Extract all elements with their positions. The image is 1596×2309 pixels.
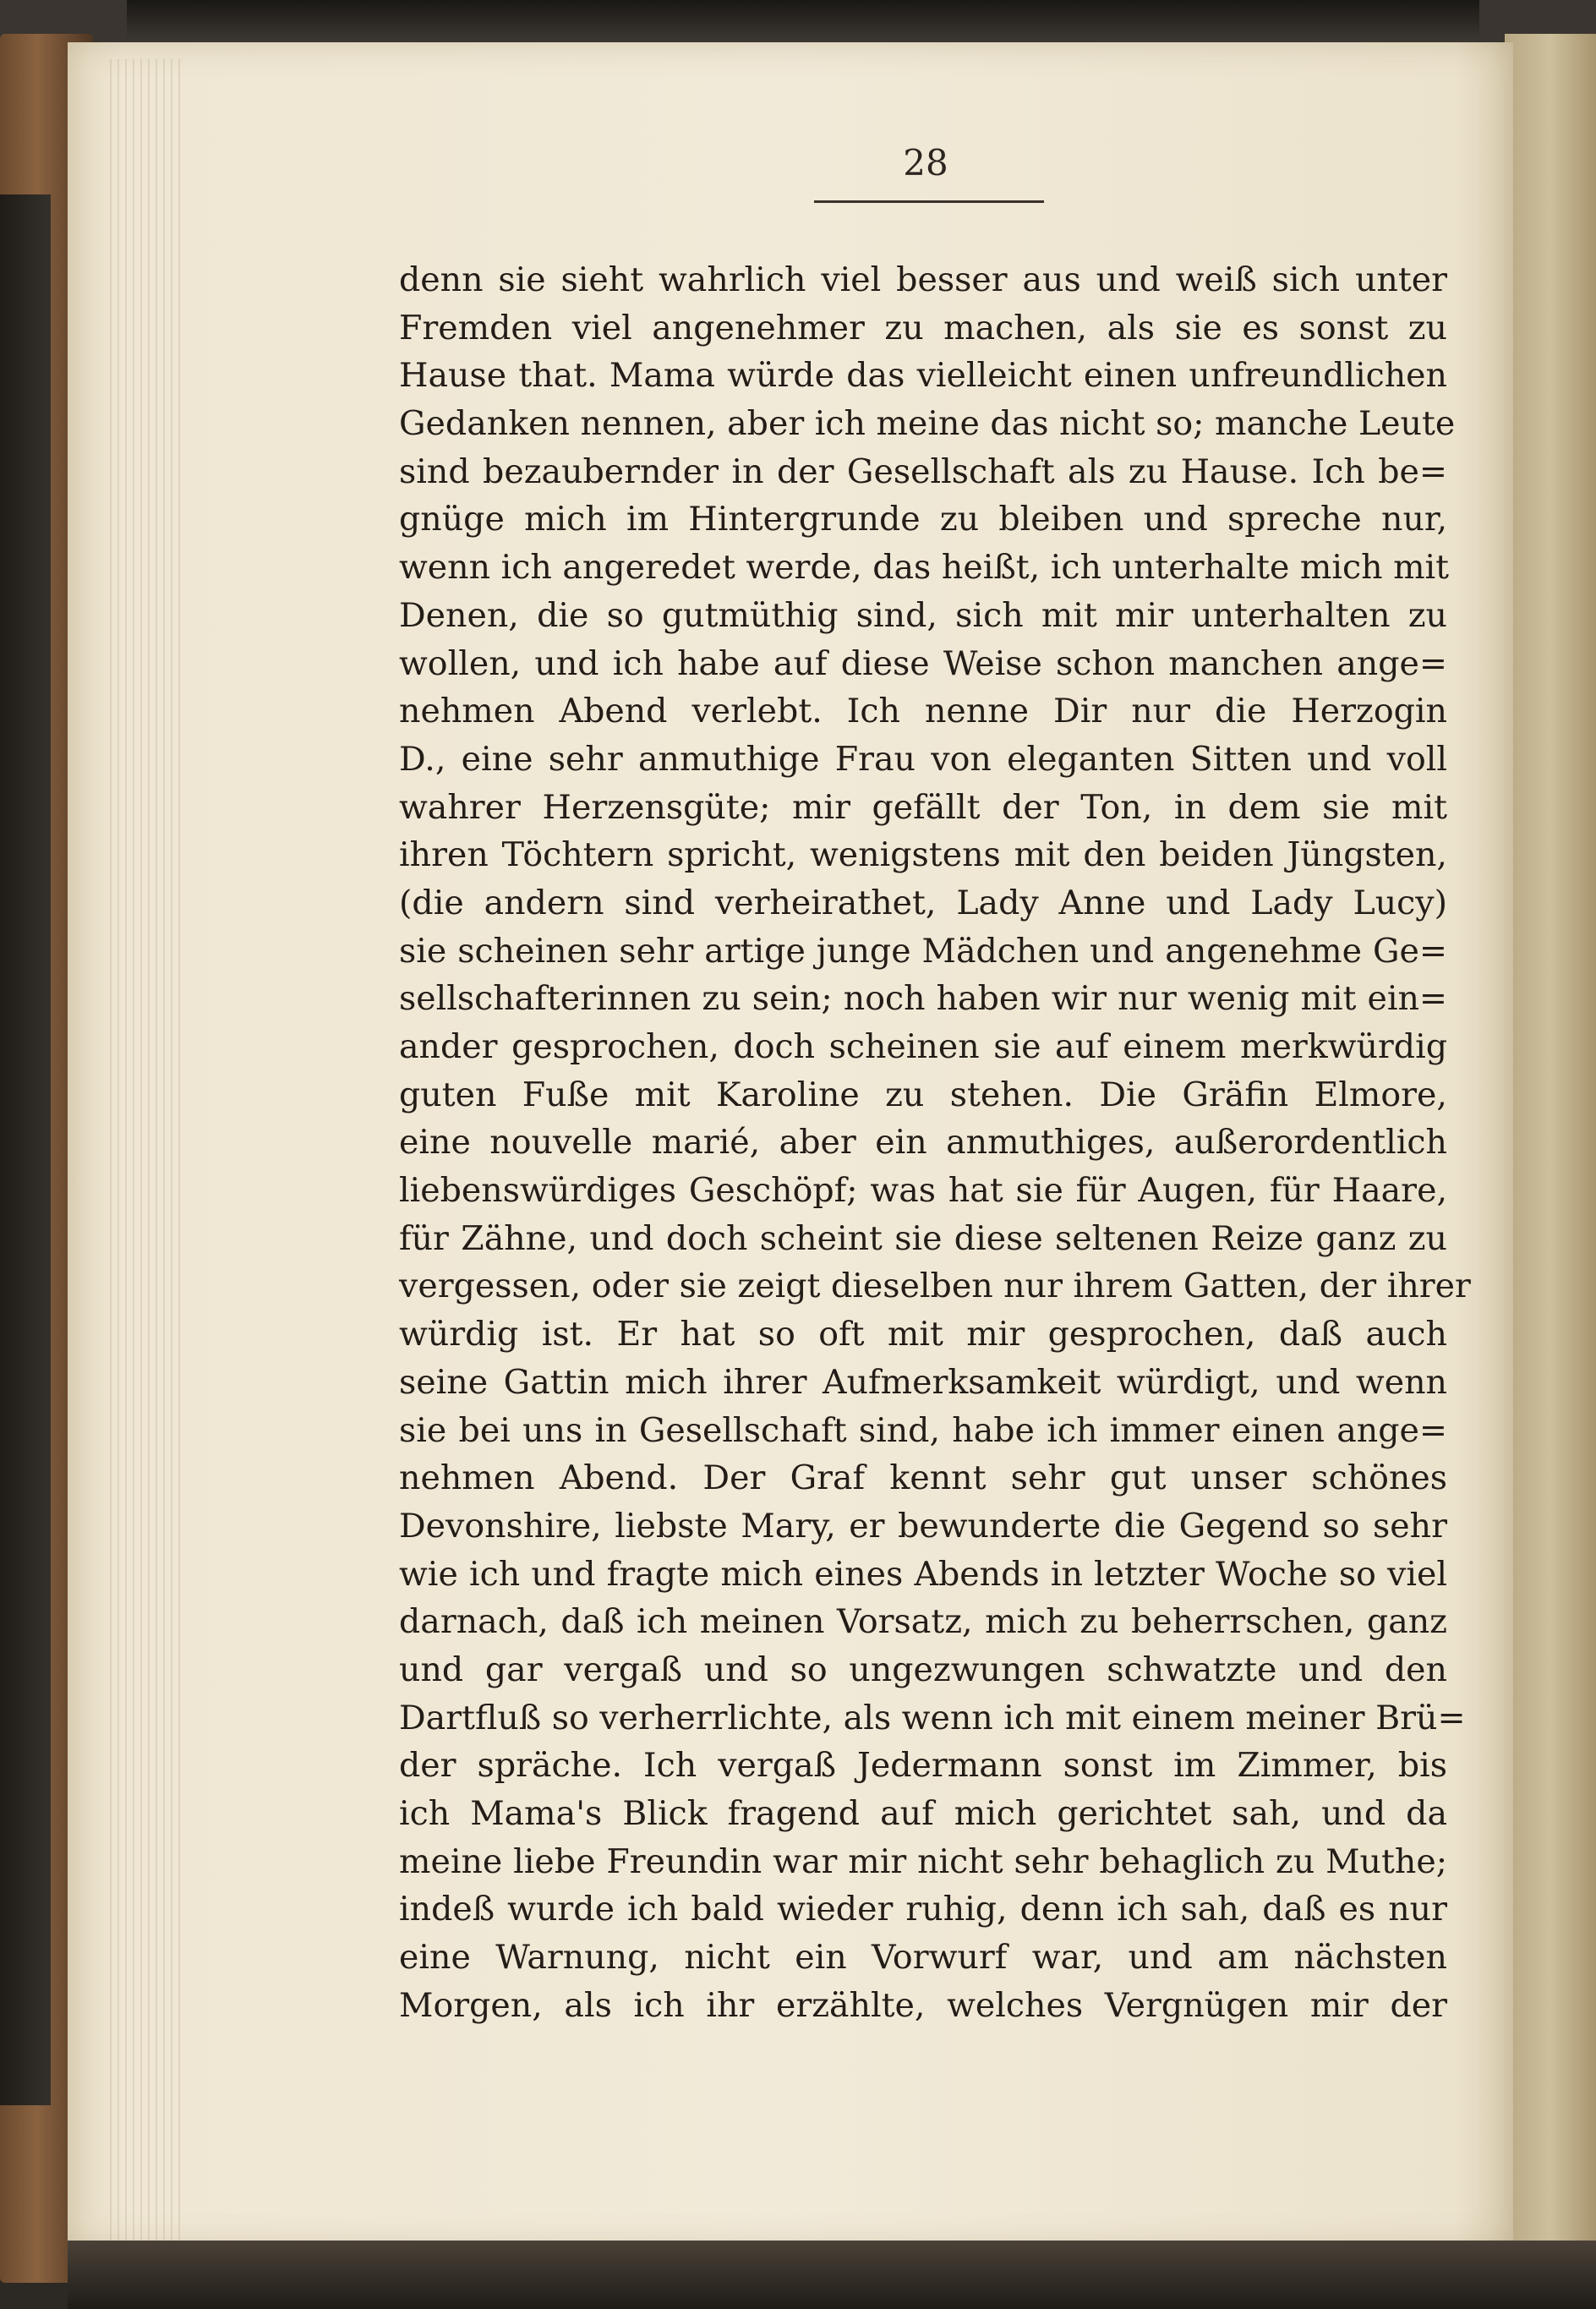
text-line: liebenswürdiges Geschöpf; was hat sie für Augen, für Haare, bbox=[399, 1171, 1447, 1211]
text-line: ander gesprochen, doch scheinen sie auf einem merkwürdig bbox=[399, 1027, 1447, 1066]
top-edge-shadow bbox=[127, 0, 1479, 41]
text-line: und gar vergaß und so ungezwungen schwatzte und den bbox=[399, 1650, 1447, 1689]
text-line: seine Gattin mich ihrer Aufmerksamkeit würdigt, und wenn bbox=[399, 1362, 1447, 1402]
text-line: Devonshire, liebste Mary, er bewunderte die Gegend so sehr bbox=[399, 1506, 1447, 1546]
text-line: wie ich und fragte mich eines Abends in letzter Woche so viel bbox=[399, 1554, 1447, 1594]
bottom-edge-shadow bbox=[68, 2241, 1596, 2309]
text-line: sie scheinen sehr artige junge Mädchen und angenehme Ge= bbox=[399, 931, 1447, 971]
text-line: sellschafterinnen zu sein; noch haben wir nur wenig mit ein= bbox=[399, 979, 1447, 1019]
text-line: würdig ist. Er hat so oft mit mir gesprochen, daß auch bbox=[399, 1315, 1447, 1354]
page-gutter-edges bbox=[110, 59, 186, 2241]
text-line: guten Fuße mit Karoline zu stehen. Die Gräfin Elmore, bbox=[399, 1075, 1447, 1114]
text-line: nehmen Abend verlebt. Ich nenne Dir nur die Herzogin bbox=[399, 692, 1447, 731]
text-line: eine nouvelle marié, aber ein anmuthiges, außerordentlich bbox=[399, 1123, 1447, 1163]
text-line: denn sie sieht wahrlich viel besser aus und weiß sich unter bbox=[399, 260, 1447, 299]
text-line: wahrer Herzensgüte; mir gefällt der Ton, in dem sie mit bbox=[399, 787, 1447, 827]
text-line: indeß wurde ich bald wieder ruhig, denn ich sah, daß es nur bbox=[399, 1890, 1447, 1929]
text-line: Denen, die so gutmüthig sind, sich mit mir unterhalten zu bbox=[399, 595, 1447, 635]
text-line: vergessen, oder sie zeigt dieselben nur ihrem Gatten, der ihrer bbox=[399, 1267, 1471, 1306]
text-line: eine Warnung, nicht ein Vorwurf war, und am nächsten bbox=[399, 1938, 1447, 1978]
page-text bbox=[399, 256, 1471, 2029]
text-line: sind bezaubernder in der Gesellschaft als zu Hause. Ich be= bbox=[399, 451, 1447, 491]
binding-cover-edge bbox=[0, 194, 51, 2105]
page-number: 28 bbox=[903, 142, 948, 183]
facing-page-edge bbox=[1505, 34, 1596, 2266]
text-line: Gedanken nennen, aber ich meine das nicht so; manche Leute bbox=[399, 404, 1456, 444]
text-line: D., eine sehr anmuthige Frau von eleganten Sitten und voll bbox=[399, 739, 1447, 779]
text-line: Fremden viel angenehmer zu machen, als sie es sonst zu bbox=[399, 308, 1447, 347]
text-line: Dartfluß so verherrlichte, als wenn ich mit einem meiner Brü= bbox=[399, 1698, 1466, 1737]
text-line: nehmen Abend. Der Graf kennt sehr gut unser schönes bbox=[399, 1458, 1447, 1498]
text-line: (die andern sind verheirathet, Lady Anne und Lady Lucy) bbox=[399, 883, 1447, 922]
text-line: darnach, daß ich meinen Vorsatz, mich zu beherrschen, ganz bbox=[399, 1602, 1447, 1642]
text-line: der spräche. Ich vergaß Jedermann sonst im Zimmer, bis bbox=[399, 1746, 1447, 1786]
text-line: ihren Töchtern spricht, wenigstens mit den beiden Jüngsten, bbox=[399, 835, 1447, 875]
text-line: gnüge mich im Hintergrunde zu bleiben und spreche nur, bbox=[399, 500, 1447, 539]
text-line: wenn ich angeredet werde, das heißt, ich unterhalte mich mit bbox=[399, 548, 1450, 588]
text-line: meine liebe Freundin war mir nicht sehr behaglich zu Muthe; bbox=[399, 1841, 1447, 1881]
text-line: Hause that. Mama würde das vielleicht einen unfreundlichen bbox=[399, 356, 1447, 396]
text-line: Morgen, als ich ihr erzählte, welches Vergnügen mir der bbox=[399, 1985, 1447, 2025]
text-line: sie bei uns in Gesellschaft sind, habe ich immer einen ange= bbox=[399, 1410, 1447, 1450]
text-line: wollen, und ich habe auf diese Weise schon manchen ange= bbox=[399, 643, 1447, 683]
header-rule bbox=[814, 200, 1044, 203]
text-line: für Zähne, und doch scheint sie diese seltenen Reize ganz zu bbox=[399, 1218, 1447, 1258]
text-line: ich Mama's Blick fragend auf mich gerichtet sah, und da bbox=[399, 1794, 1447, 1833]
